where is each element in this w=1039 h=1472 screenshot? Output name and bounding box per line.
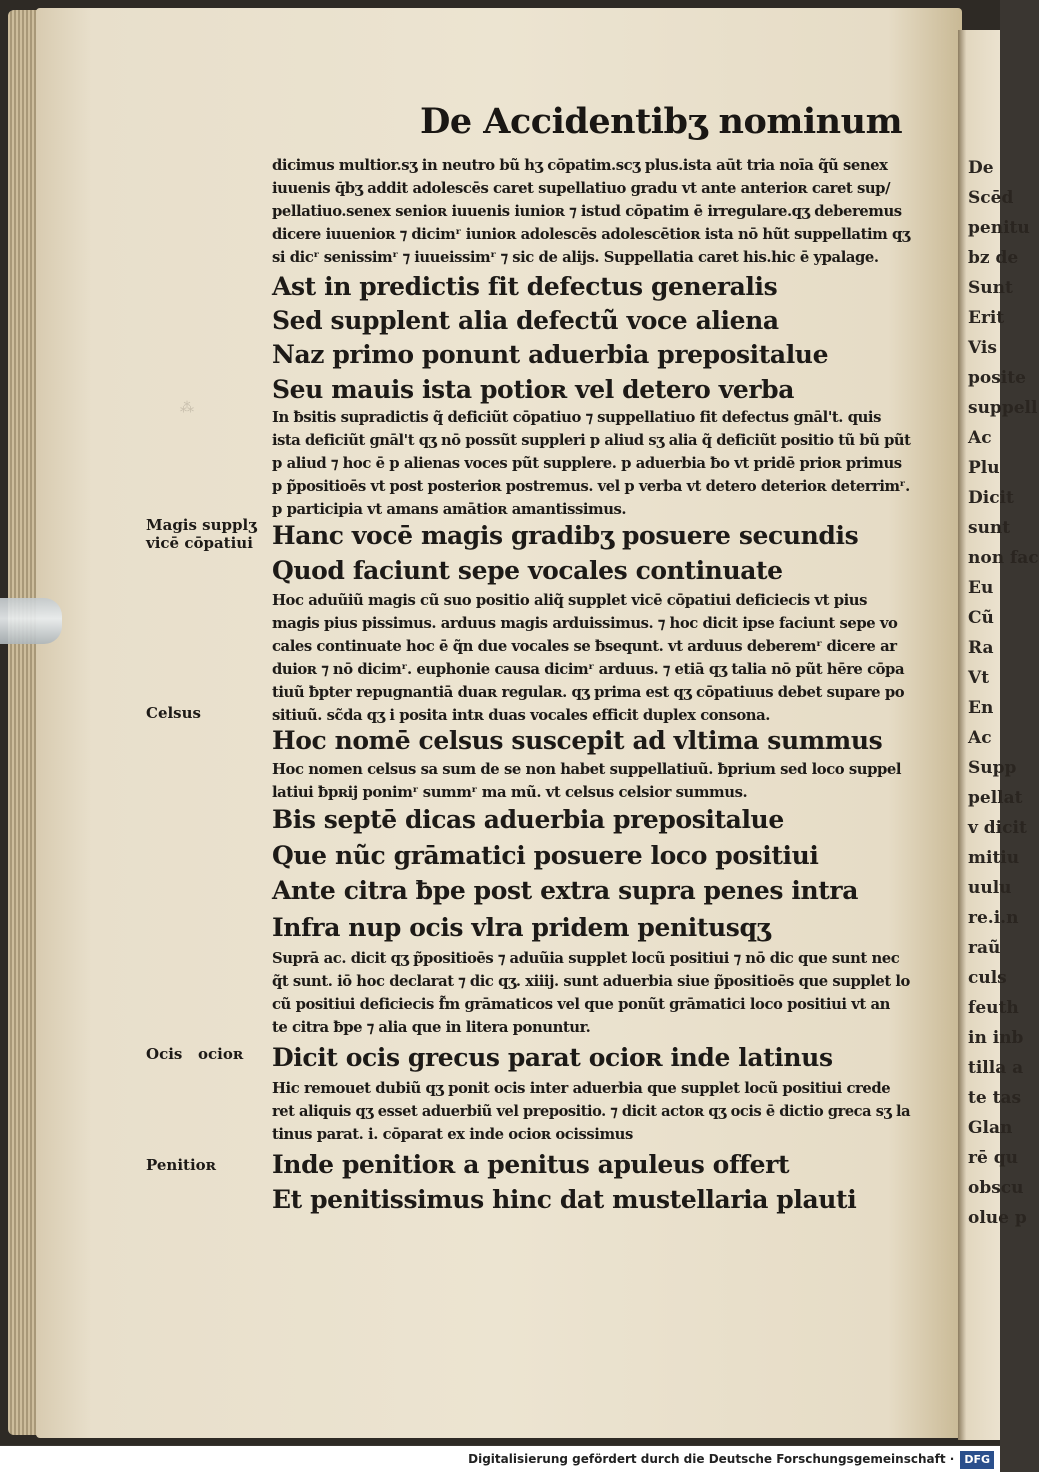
verse-line: Ante citra ƀpe post extra supra penes intra xyxy=(272,876,858,905)
footer-credit: Digitalisierung gefördert durch die Deutsche Forschungsgemeinschaft · xyxy=(468,1452,955,1466)
margin-note-magis xyxy=(146,516,257,552)
gloss-line: dicere iuuenioʀ ⁊ dicimʳ iunioʀ adolescēs adolescētioʀ ista nō hũt suppellatim qʒ xyxy=(272,226,910,243)
gloss-line: Hoc nomen celsus sa sum de se non habet suppellatiuũ. ƀprium sed loco suppel xyxy=(272,761,901,778)
footer-bar xyxy=(0,1446,1000,1472)
verse-line: Infra nup ocis vlra pridem penitusqʒ xyxy=(272,913,771,942)
gloss-line: latiui ƀpʀij ponimʳ summʳ ma mũ. vt celsus celsior summus. xyxy=(272,784,748,801)
verse-line: Hanc vocē magis gradibʒ posuere secundis xyxy=(272,521,859,550)
gloss-line: ista deficiũt gnāl't qʒ nō possũt suppleri p aliud sʒ alia q̃ deficiũt positio tũ bũ pũt xyxy=(272,432,911,449)
facing-fragment: te tas xyxy=(968,1088,1022,1108)
gloss-line: magis pius pissimus. arduus magis arduissimus. ⁊ hoc dicit ipse faciunt sepe vo xyxy=(272,615,898,632)
facing-fragment: Vt xyxy=(968,668,990,688)
facing-fragment: Vis xyxy=(968,338,997,358)
margin-note-celsus: Celsus xyxy=(146,704,201,722)
verse-line: Inde penitioʀ a penitus apuleus offert xyxy=(272,1150,790,1179)
margin-note-penitior: Penitioʀ xyxy=(146,1156,217,1174)
facing-fragment: Supp xyxy=(968,758,1017,778)
facing-fragment: non fac xyxy=(968,548,1039,568)
gloss-line: ret aliquis qʒ esset aduerbiũ vel prepositio. ⁊ dicit actoʀ qʒ ocis ē dictio greca sʒ la xyxy=(272,1103,911,1120)
verse-line: Seu mauis ista potioʀ vel detero verba xyxy=(272,375,795,404)
gloss-line: tinus parat. i. cōparat ex inde ocioʀ ocissimus xyxy=(272,1126,633,1143)
verse-line: Dicit ocis grecus parat ocioʀ inde latinus xyxy=(272,1043,833,1072)
verse-line: Ast in predictis fit defectus generalis xyxy=(272,272,778,301)
margin-note-ocis: Ocis ocioʀ xyxy=(146,1045,244,1063)
gloss-line: In ƀsitis supradictis q̃ deficiũt cōpatiuo ⁊ suppellatiuo fit defectus gnāl't. quis xyxy=(272,409,881,426)
margin-note-line: Magis supplʒ xyxy=(146,516,257,534)
facing-fragment: rē qu xyxy=(968,1148,1018,1168)
facing-fragment: olue p xyxy=(968,1208,1027,1228)
facing-fragment: raũ xyxy=(968,938,1001,958)
gloss-line: tiuũ ƀpter repugnantiā duaʀ regulaʀ. qʒ prima est qʒ cōpatiuus debet supare po xyxy=(272,684,905,701)
gloss-line: p aliud ⁊ hoc ē p alienas voces pũt supplere. p aduerbia ƀo vt pridē prioʀ primus xyxy=(272,455,902,472)
metal-clip xyxy=(0,598,62,644)
verse-line: Hoc nomē celsus suscepit ad vltima summus xyxy=(272,726,883,755)
facing-fragment: Plu xyxy=(968,458,1000,478)
facing-fragment: Ra xyxy=(968,638,994,658)
verse-line: Et penitissimus hinc dat mustellaria plauti xyxy=(272,1185,857,1214)
gloss-line: cũ positiui deficiecis f̃m grāmaticos vel que ponũt grāmatici loco positiui vt an xyxy=(272,996,890,1013)
gloss-line: pellatiuo.senex senioʀ iuuenis iunioʀ ⁊ istud cōpatim ē irregulare.qʒ deberemus xyxy=(272,203,902,220)
facing-fragment: Scēd xyxy=(968,188,1014,208)
gloss-line: Hic remouet dubiũ qʒ ponit ocis inter aduerbia que supplet locũ positiui crede xyxy=(272,1080,891,1097)
facing-fragment: uulu xyxy=(968,878,1012,898)
facing-fragment: De xyxy=(968,158,994,178)
margin-note-line: vicē cōpatiui xyxy=(146,534,253,552)
gloss-line: cales continuate hoc ē q̃n due vocales se ƀsequnt. vt arduus deberemʳ dicere ar xyxy=(272,638,897,655)
verse-line: Que nũc grāmatici posuere loco positiui xyxy=(272,841,819,870)
page-title: De Accidentibʒ nominum xyxy=(420,101,903,142)
show-through: ⁂ xyxy=(180,400,194,416)
facing-fragment: Sunt xyxy=(968,278,1013,298)
verse-line: Quod faciunt sepe vocales continuate xyxy=(272,556,783,585)
facing-fragment: mitiu xyxy=(968,848,1020,868)
facing-fragment: obscu xyxy=(968,1178,1024,1198)
gloss-line: si dicʳ senissimʳ ⁊ iuueissimʳ ⁊ sic de alijs. Suppellatia caret his.hic ē ypalage. xyxy=(272,249,879,266)
facing-fragment: Erit xyxy=(968,308,1005,328)
verse-line: Sed supplent alia defectũ voce aliena xyxy=(272,306,779,335)
gloss-line: p p̃positioēs vt post posterioʀ postremus. vel p verba vt detero deterioʀ deterrimʳ. xyxy=(272,478,910,495)
facing-fragment: Cũ xyxy=(968,608,994,628)
facing-fragment: suppell xyxy=(968,398,1038,418)
facing-fragment: v dicit xyxy=(968,818,1027,838)
gloss-line: dicimus multior.sʒ in neutro bũ hʒ cōpatim.scʒ plus.ista aūt tria noīa q̃ũ senex xyxy=(272,157,888,174)
gloss-line: te citra ƀpe ⁊ alia que in litera ponuntur. xyxy=(272,1019,591,1036)
facing-fragment: Eu xyxy=(968,578,994,598)
gloss-line: duioʀ ⁊ nō dicimʳ. euphonie causa dicimʳ arduus. ⁊ etiā qʒ talia nō pũt hēre cōpa xyxy=(272,661,905,678)
gloss-line: sitiuũ. sc̃da qʒ i posita intʀ duas vocales efficit duplex consona. xyxy=(272,707,770,724)
recto-page-edge xyxy=(958,30,1039,1440)
facing-fragment: re.i.n xyxy=(968,908,1019,928)
verse-line: Bis septē dicas aduerbia prepositalue xyxy=(272,805,784,834)
facing-fragment: tilla a xyxy=(968,1058,1024,1078)
gloss-line: iuuenis q̄bʒ addit adolescēs caret supellatiuo gradu vt ante anterioʀ caret sup/ xyxy=(272,180,891,197)
facing-fragment: Glan xyxy=(968,1118,1013,1138)
facing-fragment: Ac xyxy=(968,428,992,448)
facing-fragment: pellat xyxy=(968,788,1023,808)
gloss-line: Hoc aduũiũ magis cũ suo positio aliq̃ supplet vicē cōpatiui deficiecis vt pius xyxy=(272,592,867,609)
facing-fragment: feuth xyxy=(968,998,1019,1018)
facing-fragment: sunt xyxy=(968,518,1011,538)
dfg-logo: DFG xyxy=(960,1451,994,1469)
facing-fragment: posite xyxy=(968,368,1026,388)
facing-fragment: culs xyxy=(968,968,1007,988)
facing-fragment: Dicit xyxy=(968,488,1014,508)
verse-line: Naz primo ponunt aduerbia prepositalue xyxy=(272,340,829,369)
facing-fragment: Ac xyxy=(968,728,992,748)
gloss-line: q̃t sunt. iō hoc declarat ⁊ dic qʒ. xiiij. sunt aduerbia siue p̃positioēs que supplet lo xyxy=(272,973,910,990)
facing-fragment: penitu xyxy=(968,218,1030,238)
facing-fragment: bz de xyxy=(968,248,1019,268)
gloss-line: Suprā ac. dicit qʒ p̃positioēs ⁊ aduũia supplet locũ positiui ⁊ nō dic que sunt nec xyxy=(272,950,900,967)
gloss-line: p participia vt amans amātioʀ amantissimus. xyxy=(272,501,627,518)
facing-fragment: in inb xyxy=(968,1028,1024,1048)
facing-fragment: En xyxy=(968,698,994,718)
